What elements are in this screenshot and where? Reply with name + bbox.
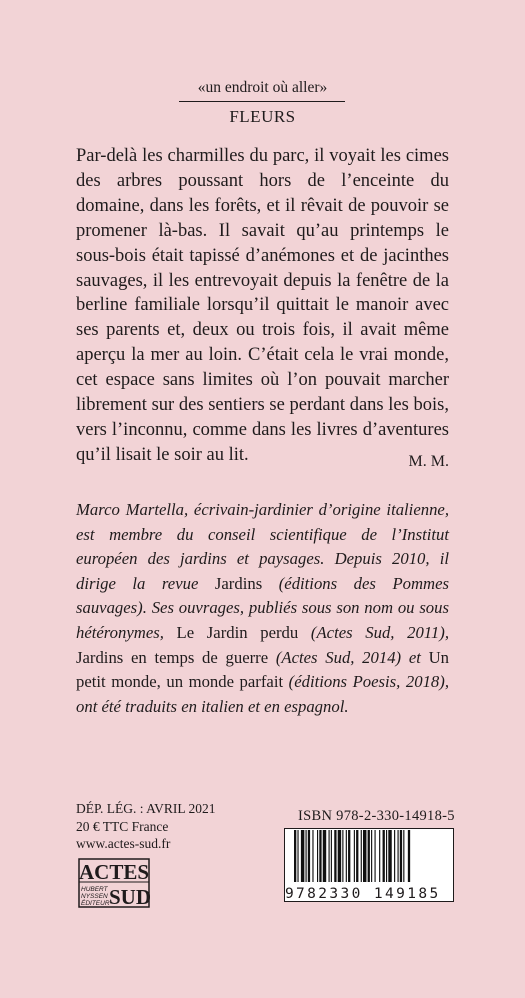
bio-part-3: (Actes Sud, 2011), — [298, 622, 449, 642]
blurb-text: Par-delà les charmilles du parc, il voyait les cimes des arbres poussant hors de l’enceinte du domaine, dans les forêts, et il rêvait de pouvoir se promener là-bas. Il savait qu’au printemps le sous-bois était tapissé d’anémones et de jacinthes sauvages, il les entrevoyait depuis la fenêtre de la berline familiale lorsqu’il quittait le manoir avec ses parents et, deux ou trois fois, il avait même aperçu la mer au loin. C’était cela le vrai monde, cet espace sans limites où l’on pouvait marcher librement sur des sentiers se perdant dans les bois, vers l’inconnu, comme dans les livres d’aventures qu’il lisait le soir au lit. — [76, 146, 449, 465]
logo-actes-text: ACTES — [78, 860, 150, 884]
svg-text:HUBERT: HUBERT — [81, 886, 108, 893]
legal-deposit: DÉP. LÉG. : AVRIL 2021 — [76, 801, 216, 816]
logo-sud-text: SUD — [108, 885, 150, 908]
bio-title-2: Le Jardin perdu — [176, 622, 299, 642]
blurb-signature: M. M. — [408, 453, 449, 470]
series-rule — [179, 101, 345, 102]
bio-part-2: (éditions des Pommes sauvages). Ses ouvrages, publiés sous son nom ou sous hétéronymes, — [76, 573, 449, 642]
barcode-digits: 782330 149185 — [296, 886, 441, 902]
svg-text:NYSSEN: NYSSEN — [81, 893, 108, 900]
barcode — [288, 830, 450, 886]
barcode-lead-digit: 9 — [285, 886, 294, 902]
svg-text:ÉDITEUR: ÉDITEUR — [81, 900, 110, 907]
bio-part-1: Marco Martella, écrivain-jardinier d’origine italienne, est membre du conseil scientifique de l’Institut européen des jardins et paysages. Depuis 2010, il dirige la revue — [76, 500, 449, 593]
publisher-logo — [78, 858, 150, 908]
series-label: «un endroit où aller» — [197, 79, 328, 96]
bio-title-4: Un petit monde, un monde parfait — [76, 647, 449, 692]
bio-title-1: Jardins — [214, 573, 263, 593]
price: 20 € TTC France — [76, 818, 169, 834]
publisher-url: www.actes-sud.fr — [76, 836, 171, 851]
isbn-label: ISBN 978-2-330-14918-5 — [298, 808, 455, 824]
author-bio — [76, 498, 449, 719]
bio-title-3: Jardins en temps de guerre — [76, 647, 269, 667]
bio-part-4: (Actes Sud, 2014) et — [268, 647, 429, 667]
book-title: FLEURS — [229, 107, 296, 126]
bio-part-5: (éditions Poesis, 2018), ont été traduits en italien et en espagnol. — [76, 672, 449, 716]
imprint-block — [76, 800, 216, 853]
